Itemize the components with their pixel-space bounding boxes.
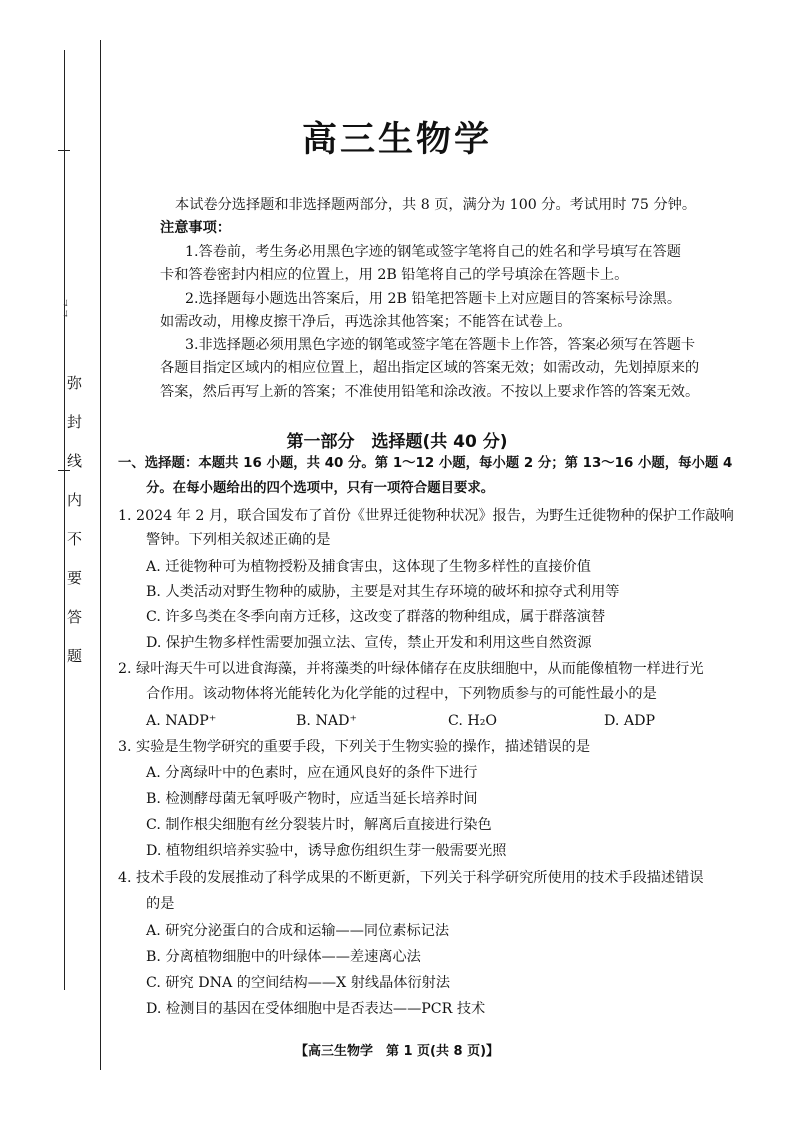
page-title: 高三生物学 <box>301 120 492 160</box>
intro-text: 本试卷分选择题和非选择题两部分，共 8 页，满分为 100 分。考试用时 75 分钟。 <box>175 197 697 213</box>
notice-line: 1.答卷前，考生务必用黑色字迹的钢笔或签字笔将自己的姓名和学号填写在答题 <box>185 244 681 260</box>
question-stem: 4. 技术手段的发展推动了科学成果的不断更新，下列关于科学研究所使用的技术手段描述错误 <box>118 870 704 886</box>
binding-mark: ᄀᄀ <box>55 297 69 319</box>
question-stem: 1. 2024 年 2 月，联合国发布了首份《世界迁徙物种状况》报告，为野生迁徙物种的保护工作敲响 <box>118 508 734 524</box>
question-option: A. 分离绿叶中的色素时，应在通风良好的条件下进行 <box>146 765 478 781</box>
question-stem: 2. 绿叶海天牛可以进食海藻，并将藻类的叶绿体储存在皮肤细胞中，从而能像植物一样进行光 <box>118 661 704 677</box>
question-stem: 警钟。下列相关叙述正确的是 <box>146 532 331 548</box>
question-option: D. ADP <box>604 713 656 729</box>
notice-line: 各题目指定区域内的相应位置上，超出指定区域的答案无效；如需改动，先划掉原来的 <box>160 360 700 376</box>
notice-line: 如需改动，用橡皮擦干净后，再选涂其他答案；不能答在试卷上。 <box>160 314 572 330</box>
question-option: C. 研究 DNA 的空间结构——X 射线晶体衍射法 <box>146 975 451 991</box>
notice-line: 答案，然后再写上新的答案；不准使用铅笔和涂改液。不按以上要求作答的答案无效。 <box>160 384 700 400</box>
question-option: A. 迁徙物种可为植物授粉及捕食害虫，这体现了生物多样性的直接价值 <box>146 559 591 575</box>
notice-line: 3.非选择题必须用黑色字迹的钢笔或签字笔在答题卡上作答，答案必须写在答题卡 <box>185 337 696 353</box>
section-title: 第一部分 选择题(共 40 分) <box>286 432 508 452</box>
question-option: C. 制作根尖细胞有丝分裂装片时，解离后直接进行染色 <box>146 817 492 833</box>
binding-line <box>100 40 101 1070</box>
question-option: B. NAD⁺ <box>296 713 357 729</box>
question-option: A. 研究分泌蛋白的合成和运输——同位素标记法 <box>146 923 450 939</box>
notice-heading: 注意事项： <box>160 220 231 236</box>
notice-line: 卡和答卷密封内相应的位置上，用 2B 铅笔将自己的学号填涂在答题卡上。 <box>160 267 629 283</box>
question-stem: 合作用。该动物体将光能转化为化学能的过程中，下列物质参与的可能性最小的是 <box>146 686 657 702</box>
part-instruction: 一、选择题：本题共 16 小题，共 40 分。第 1～12 小题，每小题 2 分；第 13～16 小题，每小题 4 <box>118 456 733 471</box>
question-option: B. 分离植物细胞中的叶绿体——差速离心法 <box>146 949 421 965</box>
question-option: B. 检测酵母菌无氧呼吸产物时，应适当延长培养时间 <box>146 791 478 807</box>
question-option: D. 植物组织培养实验中，诱导愈伤组织生芽一般需要光照 <box>146 843 507 859</box>
question-option: C. 许多鸟类在冬季向南方迁移，这改变了群落的物种组成，属于群落演替 <box>146 609 606 625</box>
question-option: A. NADP⁺ <box>146 713 217 729</box>
question-stem: 的是 <box>146 896 175 912</box>
binding-warning: 弥封线内不要答题 <box>65 375 83 687</box>
question-option: B. 人类活动对野生物种的威胁，主要是对其生存环境的破坏和掠夺式利用等 <box>146 584 620 600</box>
question-stem: 3. 实验是生物学研究的重要手段，下列关于生物实验的操作，描述错误的是 <box>118 739 591 755</box>
question-option: C. H₂O <box>448 713 498 729</box>
question-option: D. 检测目的基因在受体细胞中是否表达——PCR 技术 <box>146 1001 486 1017</box>
page-footer: 【高三生物学 第 1 页(共 8 页)】 <box>294 1044 500 1059</box>
part-instruction: 分。在每小题给出的四个选项中，只有一项符合题目要求。 <box>146 481 495 496</box>
question-option: D. 保护生物多样性需要加强立法、宣传，禁止开发和利用这些自然资源 <box>146 635 592 651</box>
notice-line: 2.选择题每小题选出答案后，用 2B 铅笔把答题卡上对应题目的答案标号涂黑。 <box>185 291 682 307</box>
